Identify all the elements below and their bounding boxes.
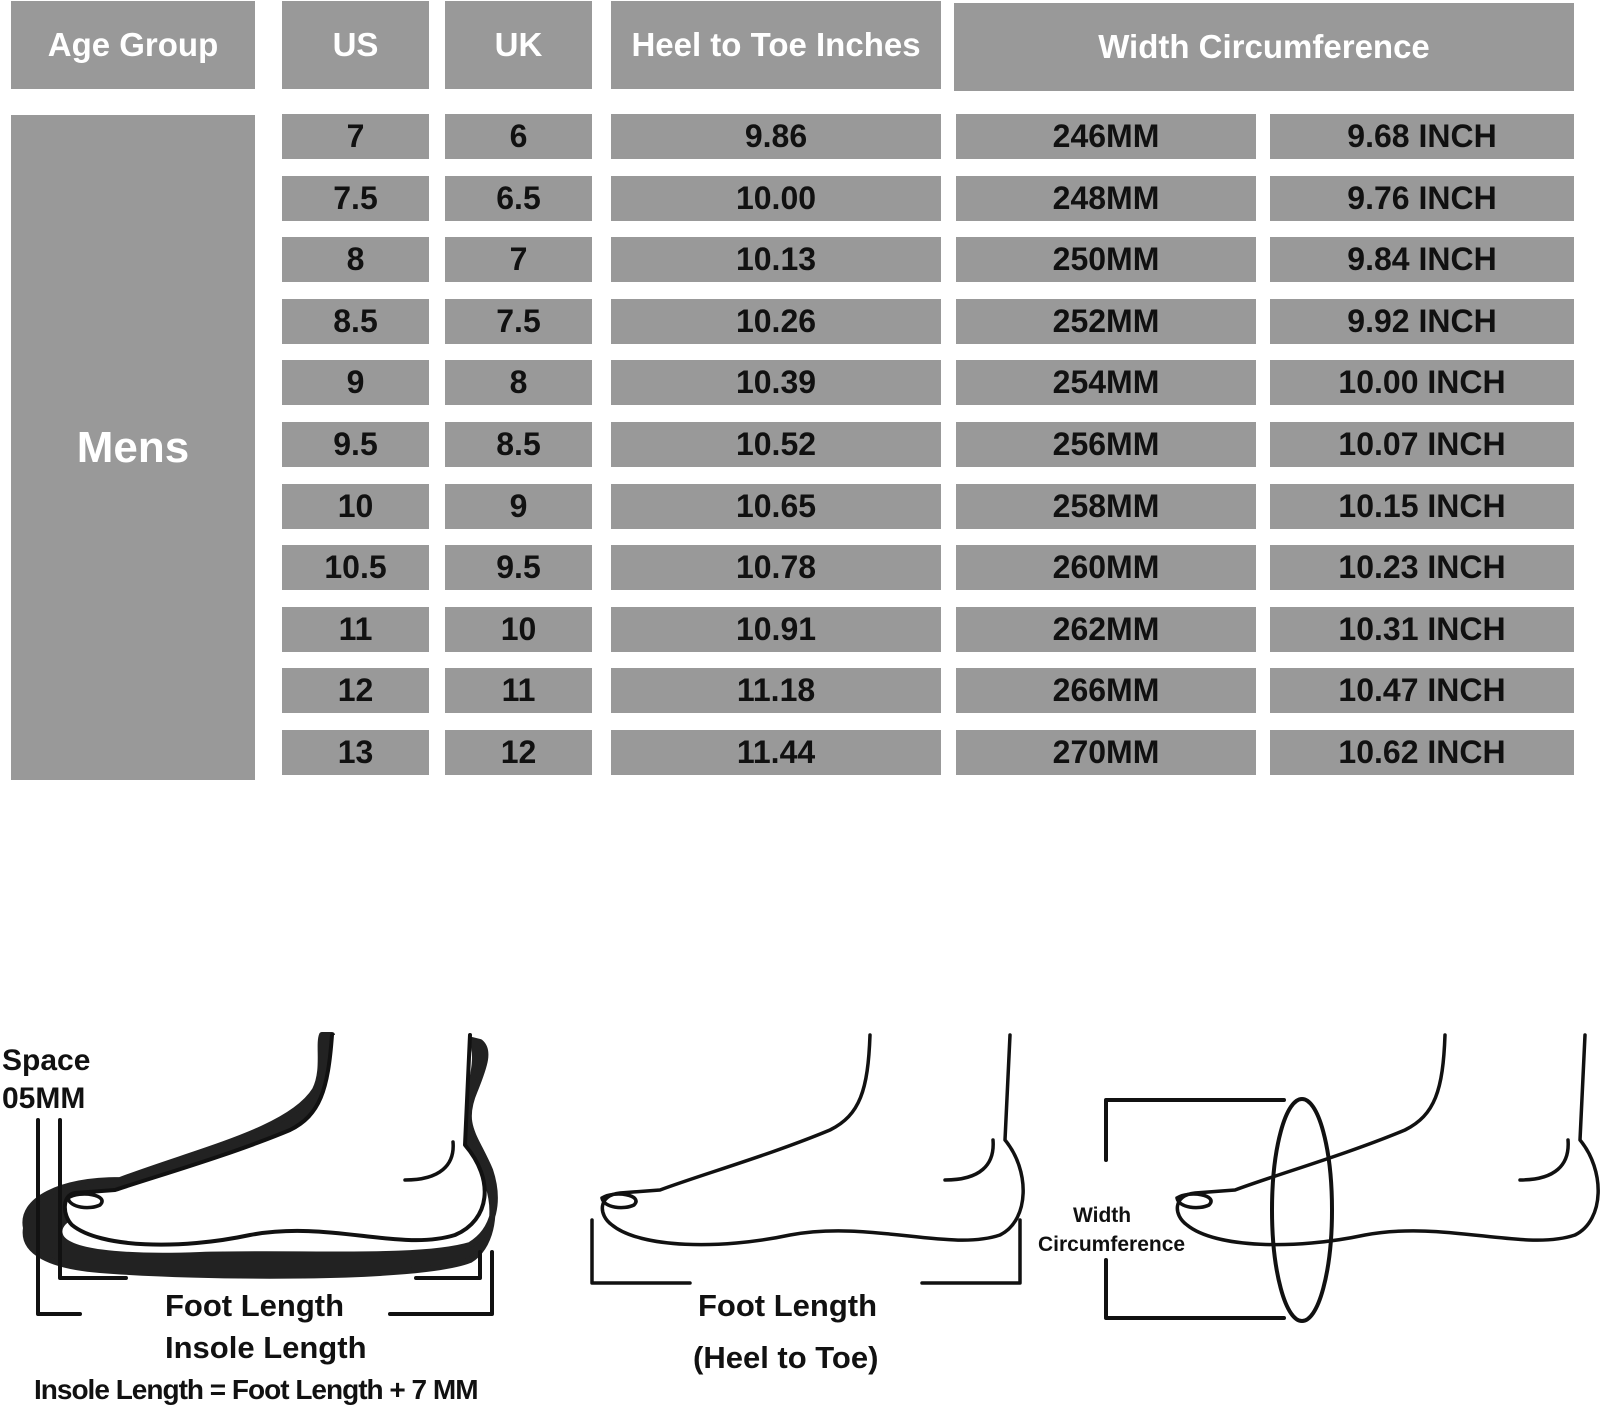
width-label-line1: Width — [1073, 1204, 1132, 1227]
header-width-circumference: Width Circumference — [954, 3, 1574, 91]
header-us: US — [282, 1, 429, 89]
cell-uk: 6.5 — [445, 176, 592, 221]
cell-heel-to-toe: 10.26 — [611, 299, 941, 344]
heel-to-toe-label: (Heel to Toe) — [693, 1340, 879, 1375]
cell-heel-to-toe: 10.13 — [611, 237, 941, 282]
insole-length-label: Insole Length — [165, 1330, 367, 1365]
cell-width-mm: 246MM — [956, 114, 1256, 159]
foot-length-label-2: Foot Length — [698, 1288, 878, 1323]
foot-width-illustration — [1106, 1035, 1598, 1321]
cell-uk: 9.5 — [445, 545, 592, 590]
cell-us: 9.5 — [282, 422, 429, 467]
space-label-line1: Space — [2, 1044, 91, 1077]
cell-width-inch: 10.47 INCH — [1270, 668, 1574, 713]
cell-width-mm: 262MM — [956, 607, 1256, 652]
cell-width-inch: 10.31 INCH — [1270, 607, 1574, 652]
cell-width-mm: 266MM — [956, 668, 1256, 713]
cell-us: 12 — [282, 668, 429, 713]
cell-us: 7.5 — [282, 176, 429, 221]
cell-width-mm: 254MM — [956, 360, 1256, 405]
foot-outline — [65, 1035, 485, 1245]
cell-us: 9 — [282, 360, 429, 405]
cell-width-mm: 250MM — [956, 237, 1256, 282]
cell-uk: 8.5 — [445, 422, 592, 467]
cell-heel-to-toe: 10.39 — [611, 360, 941, 405]
cell-heel-to-toe: 10.78 — [611, 545, 941, 590]
cell-us: 8.5 — [282, 299, 429, 344]
cell-width-inch: 9.84 INCH — [1270, 237, 1574, 282]
cell-width-inch: 10.00 INCH — [1270, 360, 1574, 405]
cell-width-inch: 9.76 INCH — [1270, 176, 1574, 221]
cell-width-inch: 10.07 INCH — [1270, 422, 1574, 467]
cell-us: 10 — [282, 484, 429, 529]
width-label-line2: Circumference — [1038, 1233, 1186, 1256]
cell-width-inch: 10.62 INCH — [1270, 730, 1574, 775]
foot-length-label: Foot Length — [165, 1288, 345, 1323]
foot-outline-2 — [602, 1035, 1023, 1245]
insole-formula-label: Insole Length = Foot Length + 7 MM — [34, 1374, 478, 1405]
cell-uk: 10 — [445, 607, 592, 652]
cell-uk: 7 — [445, 237, 592, 282]
cell-heel-to-toe: 10.52 — [611, 422, 941, 467]
header-heel-to-toe: Heel to Toe Inches — [611, 1, 941, 89]
cell-uk: 8 — [445, 360, 592, 405]
cell-heel-to-toe: 11.18 — [611, 668, 941, 713]
age-group-cell: Mens — [11, 115, 255, 780]
cell-width-mm: 252MM — [956, 299, 1256, 344]
cell-us: 7 — [282, 114, 429, 159]
space-label-line2: 05MM — [2, 1082, 86, 1115]
cell-uk: 12 — [445, 730, 592, 775]
foot-outline-3 — [1177, 1035, 1598, 1245]
cell-width-inch: 9.92 INCH — [1270, 299, 1574, 344]
cell-width-inch: 9.68 INCH — [1270, 114, 1574, 159]
cell-heel-to-toe: 10.65 — [611, 484, 941, 529]
cell-uk: 6 — [445, 114, 592, 159]
foot-in-shoe-illustration — [25, 1035, 494, 1276]
cell-width-mm: 270MM — [956, 730, 1256, 775]
cell-uk: 11 — [445, 668, 592, 713]
cell-width-mm: 248MM — [956, 176, 1256, 221]
cell-width-inch: 10.15 INCH — [1270, 484, 1574, 529]
cell-us: 13 — [282, 730, 429, 775]
cell-width-inch: 10.23 INCH — [1270, 545, 1574, 590]
header-uk: UK — [445, 1, 592, 89]
cell-width-mm: 258MM — [956, 484, 1256, 529]
cell-heel-to-toe: 10.00 — [611, 176, 941, 221]
foot-heel-to-toe-illustration — [592, 1035, 1023, 1283]
cell-width-mm: 260MM — [956, 545, 1256, 590]
cell-us: 8 — [282, 237, 429, 282]
cell-heel-to-toe: 11.44 — [611, 730, 941, 775]
cell-heel-to-toe: 10.91 — [611, 607, 941, 652]
cell-uk: 9 — [445, 484, 592, 529]
cell-us: 11 — [282, 607, 429, 652]
cell-uk: 7.5 — [445, 299, 592, 344]
header-age-group: Age Group — [11, 1, 255, 89]
cell-heel-to-toe: 9.86 — [611, 114, 941, 159]
cell-width-mm: 256MM — [956, 422, 1256, 467]
cell-us: 10.5 — [282, 545, 429, 590]
